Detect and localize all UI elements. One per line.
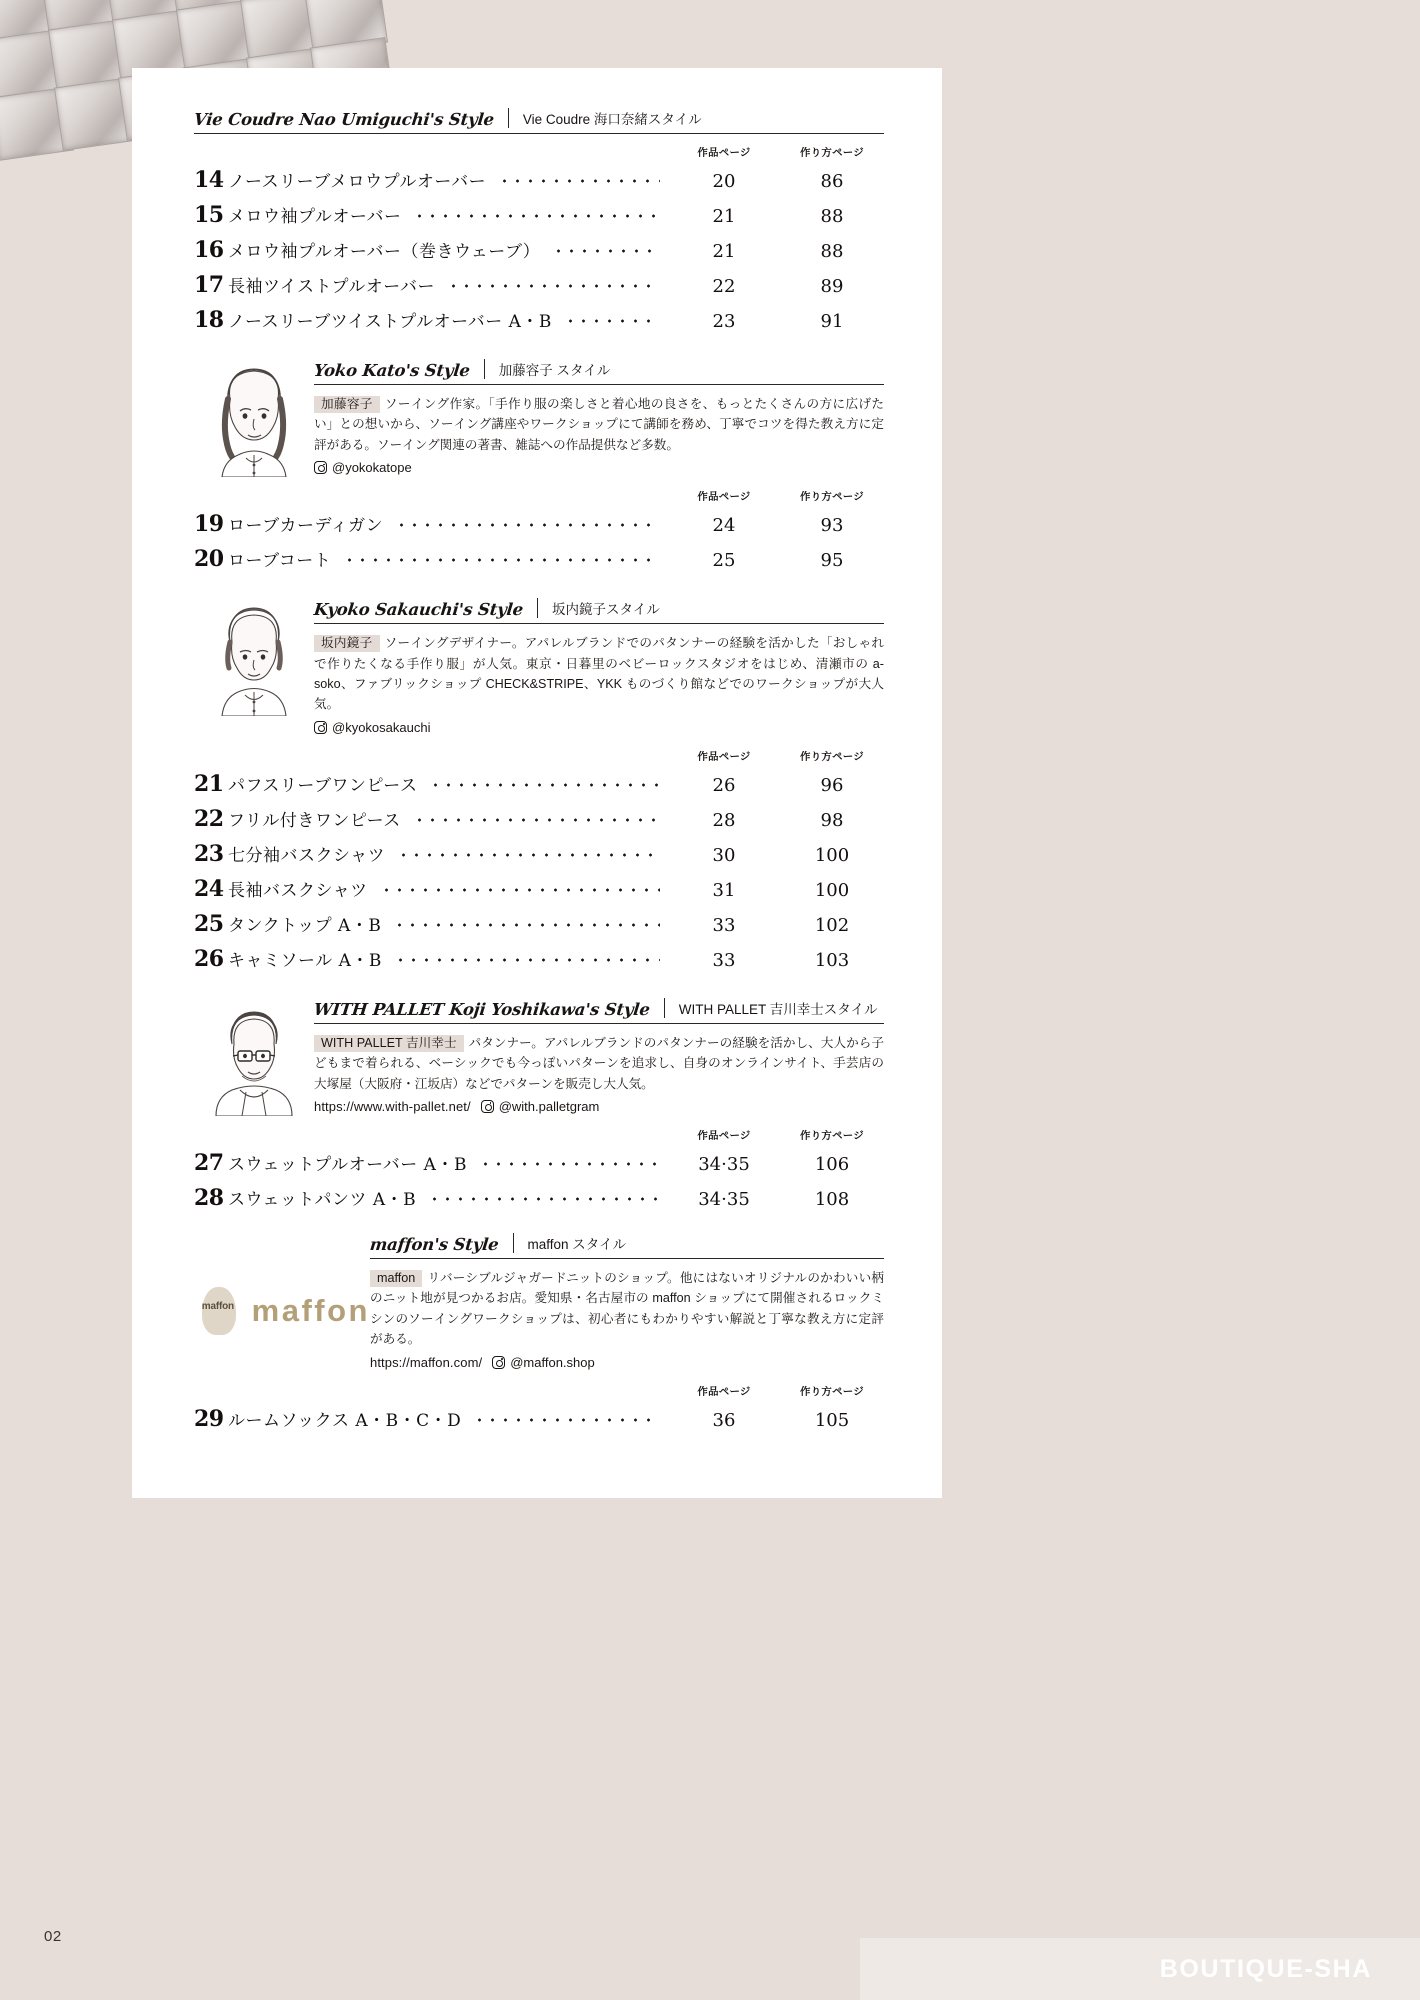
- item-work-page: 34·35: [698, 1154, 750, 1176]
- instagram-icon: [481, 1100, 494, 1113]
- item-title: 七分袖バスクシャツ: [228, 845, 386, 866]
- column-header-work-page: 作品ページ: [697, 148, 751, 159]
- toc-with-pallet: [194, 1127, 884, 1211]
- instagram-handle: @maffon.shop: [510, 1354, 595, 1370]
- item-title: メロウ袖プルオーバー: [228, 207, 402, 227]
- item-work-page: 28: [712, 809, 736, 831]
- page-folio: 02: [44, 1928, 62, 1945]
- section-body: [314, 359, 884, 478]
- bio-text: リバーシブルジャガードニットのショップ。他にはないオリジナルのかわいい柄のニット地が見つかるお店。愛知県・名古屋市の maffon ショップにて開催されるロックミシンのソーイングワークショップは、初心者にもわかりやすい解説と丁寧な教え方に定評がある。: [370, 1271, 884, 1347]
- column-header-howto-page: 作り方ページ: [800, 492, 864, 504]
- item-number: 25: [194, 910, 224, 937]
- item-howto-page: 105: [814, 1409, 850, 1431]
- item-work-page: 30: [712, 844, 736, 866]
- column-header-work-page: 作品ページ: [697, 751, 751, 763]
- column-headers: [194, 748, 884, 763]
- section-jp-title: WITH PALLET 吉川幸士スタイル: [678, 1001, 878, 1017]
- section-kyoko-sakauchi: [194, 598, 884, 738]
- bio-links: [314, 457, 884, 478]
- item-work-page: 24: [712, 515, 736, 537]
- item-howto-page: 86: [820, 171, 844, 192]
- maffon-logo: [194, 1233, 370, 1337]
- maffon-wordmark: maffon: [251, 1293, 370, 1329]
- item-number: 27: [194, 1150, 224, 1177]
- item-howto-page: 95: [820, 550, 844, 572]
- item-title: 長袖ツイストプルオーバー: [228, 277, 435, 297]
- column-header-work-page: 作品ページ: [697, 1386, 751, 1398]
- table-row[interactable]: [194, 511, 884, 537]
- item-number: 28: [194, 1185, 224, 1212]
- leader-dots: [564, 319, 660, 323]
- portrait-kyoko-sakauchi: [194, 598, 314, 716]
- leader-dots: [552, 249, 660, 253]
- section-script-title: Vie Coudre Nao Umiguchi's Style: [193, 110, 495, 129]
- item-title: ローブコート: [228, 551, 332, 572]
- item-number: 24: [194, 875, 224, 902]
- table-row[interactable]: [194, 841, 884, 867]
- bio-kyoko-sakauchi: [314, 633, 884, 738]
- item-number: 17: [194, 272, 224, 298]
- item-howto-page: 103: [814, 949, 850, 971]
- item-howto-page: 98: [820, 809, 844, 831]
- table-row[interactable]: [194, 1150, 884, 1176]
- toc-kyoko-sakauchi: [194, 748, 884, 972]
- column-headers: [194, 1383, 884, 1398]
- column-headers: [194, 144, 884, 159]
- item-number: 26: [194, 945, 224, 972]
- item-howto-page: 89: [820, 276, 844, 297]
- publisher-bar: [860, 1938, 1420, 2000]
- publisher-name: BOUTIQUE-SHA: [1159, 1954, 1372, 1983]
- title-divider: [484, 359, 485, 379]
- table-row[interactable]: [194, 876, 884, 902]
- website-link[interactable]: https://www.with-pallet.net/: [314, 1099, 471, 1114]
- table-row[interactable]: [194, 202, 884, 228]
- item-title: 長袖バスクシャツ: [228, 880, 368, 901]
- section-jp-title: 坂内鏡子スタイル: [552, 602, 660, 618]
- item-howto-page: 102: [814, 914, 850, 936]
- section-script-title: WITH PALLET Koji Yoshikawa's Style: [313, 999, 651, 1019]
- table-row[interactable]: [194, 1185, 884, 1211]
- item-number: 14: [194, 167, 224, 193]
- leader-dots: [413, 818, 660, 822]
- leader-dots: [473, 1418, 660, 1422]
- item-title: スウェットプルオーバー A・B: [228, 1155, 467, 1176]
- item-work-page: 33: [712, 949, 736, 971]
- table-row[interactable]: [194, 1406, 884, 1432]
- item-title: タンクトップ A・B: [228, 915, 382, 936]
- column-headers: [194, 1127, 884, 1142]
- item-work-page: 36: [712, 1409, 736, 1431]
- item-title: パフスリーブワンピース: [228, 775, 418, 796]
- leader-dots: [394, 958, 660, 962]
- item-work-page: 33: [712, 914, 736, 936]
- toc-content: [194, 108, 884, 1432]
- section-header: [370, 1233, 884, 1259]
- item-work-page: 22: [712, 276, 736, 297]
- section-yoko-kato: [194, 359, 884, 478]
- instagram-icon: [492, 1356, 505, 1369]
- portrait-yoko-kato: [194, 359, 314, 477]
- section-body: [314, 598, 884, 738]
- bio-name-tag: maffon: [370, 1270, 422, 1287]
- title-divider: [513, 1233, 514, 1253]
- leader-dots: [395, 523, 660, 527]
- item-work-page: 21: [712, 241, 736, 262]
- column-header-howto-page: 作り方ページ: [800, 751, 864, 763]
- item-howto-page: 100: [814, 879, 850, 901]
- section-maffon: [194, 1233, 884, 1373]
- table-row[interactable]: [194, 272, 884, 298]
- section-jp-title: 加藤容子 スタイル: [498, 363, 611, 378]
- column-header-howto-page: 作り方ページ: [800, 1386, 864, 1398]
- item-title: キャミソール A・B: [228, 950, 382, 971]
- column-headers: [194, 488, 884, 503]
- instagram-handle: @kyokosakauchi: [332, 719, 431, 735]
- item-title: ルームソックス A・B・C・D: [228, 1410, 462, 1431]
- instagram-icon: [314, 461, 327, 474]
- item-work-page: 31: [712, 879, 736, 901]
- item-work-page: 34·35: [698, 1189, 750, 1211]
- section-header: [314, 998, 884, 1024]
- instagram-icon: [314, 721, 327, 734]
- page-sheet: [132, 68, 942, 1498]
- bio-yoko-kato: [314, 394, 884, 478]
- instagram-link[interactable]: [314, 457, 412, 478]
- leader-dots: [380, 888, 660, 892]
- title-divider: [664, 998, 665, 1018]
- section-vie-coudre: [194, 108, 884, 333]
- column-header-howto-page: 作り方ページ: [800, 1131, 864, 1143]
- toc-yoko-kato: [194, 488, 884, 572]
- portrait-koji-yoshikawa: [194, 998, 314, 1116]
- item-number: 23: [194, 840, 224, 867]
- instagram-link[interactable]: [492, 1352, 595, 1373]
- leader-dots: [428, 1197, 660, 1201]
- item-howto-page: 88: [820, 241, 844, 262]
- leader-dots: [429, 783, 660, 787]
- item-number: 16: [194, 237, 224, 263]
- item-work-page: 26: [712, 774, 736, 796]
- section-body: [370, 1233, 884, 1373]
- item-number: 20: [194, 546, 224, 573]
- table-row[interactable]: [194, 307, 884, 333]
- item-number: 29: [194, 1405, 224, 1432]
- maffon-mark-icon: [194, 1285, 242, 1337]
- item-work-page: 20: [712, 171, 736, 192]
- item-number: 18: [194, 307, 224, 333]
- item-howto-page: 93: [820, 515, 844, 537]
- section-script-title: Kyoko Sakauchi's Style: [313, 600, 524, 620]
- instagram-link[interactable]: [481, 1096, 600, 1117]
- section-with-pallet: [194, 998, 884, 1117]
- item-number: 19: [194, 511, 224, 538]
- leader-dots: [397, 853, 660, 857]
- website-link[interactable]: https://maffon.com/: [370, 1354, 483, 1370]
- leader-dots: [343, 558, 660, 562]
- item-howto-page: 106: [814, 1154, 850, 1176]
- instagram-handle: @with.palletgram: [498, 1099, 600, 1114]
- item-title: メロウ袖プルオーバー（巻きウェーブ）: [228, 242, 541, 262]
- instagram-handle: @yokokatope: [332, 460, 412, 476]
- bio-text: ソーイングデザイナー。アパレルブランドでのパタンナーの経験を活かした「おしゃれで作りたくなる手作り服」が人気。東京・日暮里のベビーロックスタジオをはじめ、清瀬市の a-soko、ファブリックショップ CHECK&STRIPE、YKK ものづくり館などでのワークショップが大人気。: [314, 636, 884, 712]
- item-work-page: 25: [712, 550, 736, 572]
- column-header-howto-page: 作り方ページ: [800, 148, 864, 159]
- table-row[interactable]: [194, 167, 884, 193]
- bio-links: [314, 1096, 884, 1117]
- bio-links: [370, 1352, 884, 1373]
- leader-dots: [498, 179, 660, 183]
- item-number: 21: [194, 770, 224, 797]
- leader-dots: [479, 1162, 660, 1166]
- column-header-work-page: 作品ページ: [697, 492, 751, 504]
- item-howto-page: 88: [820, 206, 844, 227]
- item-title: ノースリーブツイストプルオーバー A・B: [228, 312, 552, 332]
- item-title: スウェットパンツ A・B: [228, 1190, 417, 1211]
- item-howto-page: 91: [820, 311, 844, 332]
- item-howto-page: 108: [814, 1189, 850, 1211]
- leader-dots: [393, 923, 660, 927]
- table-row[interactable]: [194, 946, 884, 972]
- section-body: [314, 998, 884, 1117]
- table-row[interactable]: [194, 911, 884, 937]
- item-title: ノースリーブメロウプルオーバー: [228, 172, 487, 192]
- bio-text: ソーイング作家。「手作り服の楽しさと着心地の良さを、もっとたくさんの方に広げたい」との想いから、ソーイング講座やワークショップにて講師を務め、丁寧でコツを得た教え方に定評がある。ソーイング関連の著書、雑誌への作品提供など多数。: [314, 397, 885, 452]
- item-work-page: 21: [712, 206, 736, 227]
- table-row[interactable]: [194, 771, 884, 797]
- item-number: 15: [194, 202, 224, 228]
- toc-maffon: [194, 1383, 884, 1432]
- leader-dots: [413, 214, 660, 218]
- bio-name-tag: 坂内鏡子: [314, 635, 380, 652]
- item-howto-page: 96: [820, 774, 844, 796]
- bio-name-tag: WITH PALLET 吉川幸士: [314, 1035, 464, 1052]
- bio-with-pallet: [314, 1033, 884, 1117]
- section-script-title: maffon's Style: [369, 1235, 500, 1255]
- title-divider: [537, 598, 538, 618]
- item-work-page: 23: [712, 311, 736, 332]
- bio-text: パタンナー。アパレルブランドのパタンナーの経験を活かし、大人から子どもまで着られる、ベーシックでも今っぽいパターンを追求し、自身のオンラインサイト、手芸店の大塚屋（大阪府・江坂店）などでパターンを販売し大人気。: [314, 1035, 884, 1091]
- maffon-mark-text: maffon: [201, 1301, 234, 1313]
- section-header: [194, 108, 884, 134]
- item-title: フリル付きワンピース: [228, 810, 401, 831]
- section-jp-title: Vie Coudre 海口奈緒スタイル: [522, 112, 702, 127]
- leader-dots: [447, 284, 660, 288]
- table-row[interactable]: [194, 237, 884, 263]
- section-header: [314, 598, 884, 624]
- title-divider: [508, 108, 509, 128]
- section-header: [314, 359, 884, 385]
- item-title: ローブカーディガン: [228, 516, 384, 537]
- table-row[interactable]: [194, 546, 884, 572]
- section-jp-title: maffon スタイル: [527, 1237, 627, 1253]
- item-number: 22: [194, 805, 224, 832]
- instagram-link[interactable]: [314, 717, 430, 738]
- column-header-work-page: 作品ページ: [697, 1131, 751, 1143]
- bio-maffon: [370, 1268, 884, 1373]
- section-script-title: Yoko Kato's Style: [313, 361, 471, 380]
- bio-name-tag: 加藤容子: [314, 396, 380, 413]
- table-row[interactable]: [194, 806, 884, 832]
- bio-links: [314, 717, 884, 738]
- item-howto-page: 100: [814, 844, 850, 866]
